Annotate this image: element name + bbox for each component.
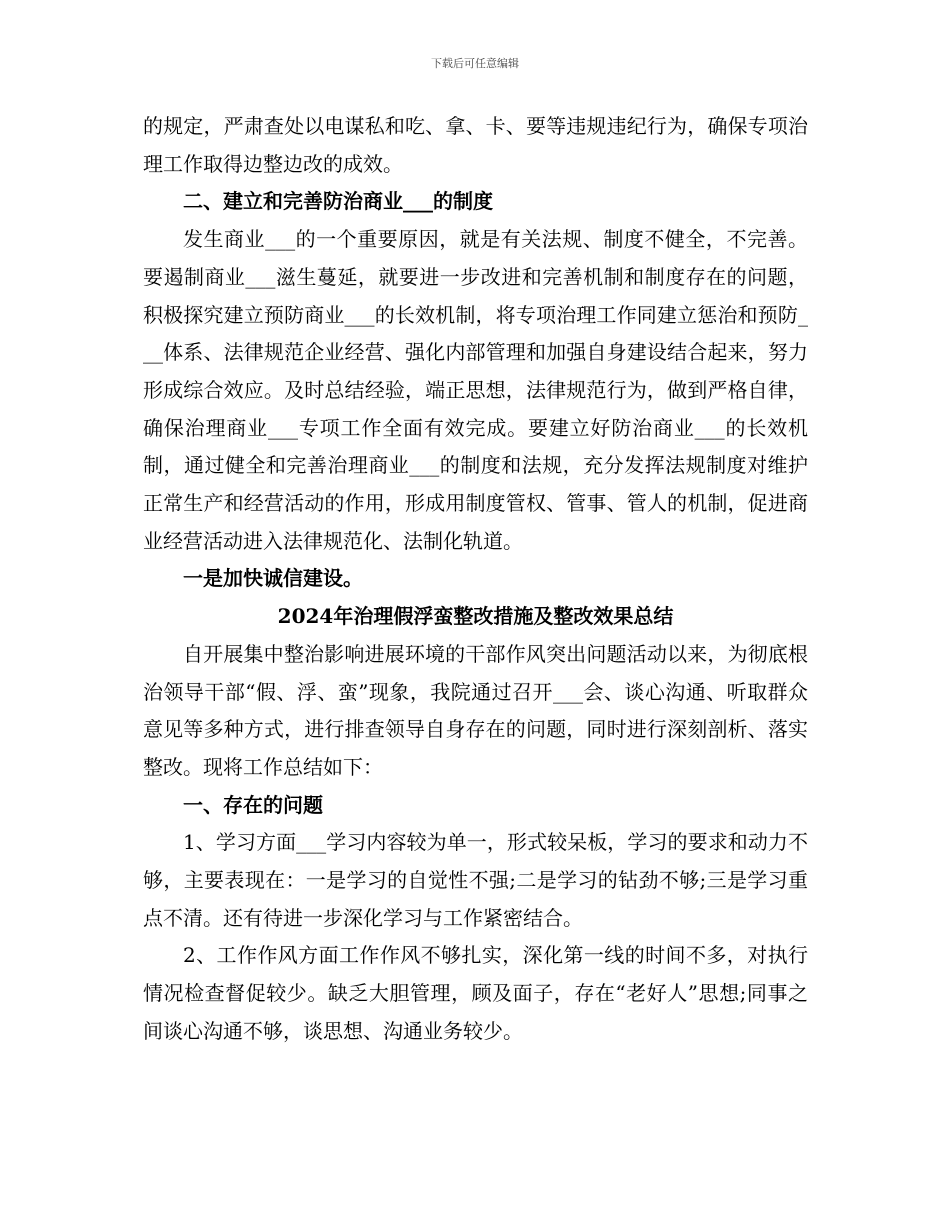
subsection-heading-integrity: 一是加快诚信建设。 <box>183 566 363 591</box>
paragraph-intro: 自开展集中整治影响进展环境的干部作风突出问题活动以来，为彻底根治领导干部“假、浮、蛮”现象，我院通过召开___会、谈心沟通、听取群众意见等多种方式，进行排查领导自身存在的问题，同时进行深刻剖析、落实整改。现将工作总结如下： <box>143 641 808 779</box>
document-body <box>143 108 808 1051</box>
paragraph-continuation: 的规定，严肃查处以电谋私和吃、拿、卡、要等违规违纪行为，确保专项治理工作取得边整边改的成效。 <box>143 114 808 176</box>
paragraph-work-style: 2、工作作风方面工作作风不够扎实，深化第一线的时间不多，对执行情况检查督促较少。缺乏大胆管理，顾及面子，存在“老好人”思想;同事之间谈心沟通不够，谈思想、沟通业务较少。 <box>143 943 808 1043</box>
paragraph-anti-bribery: 发生商业___的一个重要原因，就是有关法规、制度不健全，不完善。要遏制商业___滋生蔓延，就要进一步改进和完善机制和制度存在的问题，积极探究建立预防商业___的长效机制，将专项治理工作同建立惩治和预防___体系、法律规范企业经营、强化内部管理和加强自身建设结合起来，努力形成综合效应。及时总结经验，端正思想，法律规范行为，做到严格自律，确保治理商业___专项工作全面有效完成。要建立好防治商业___的长效机制，通过健全和完善治理商业___的制度和法规，充分发挥法规制度对维护正常生产和经营活动的作用，形成用制度管权、管事、管人的机制，促进商业经营活动进入法律规范化、法制化轨道。 <box>143 227 808 553</box>
download-note: 下载后可任意编辑 <box>431 57 519 70</box>
section-heading-2: 二、建立和完善防治商业___的制度 <box>183 189 493 214</box>
section-heading-problems: 一、存在的问题 <box>183 792 323 817</box>
document-title: 2024年治理假浮蛮整改措施及整改效果总结 <box>277 604 674 629</box>
paragraph-study: 1、学习方面___学习内容较为单一，形式较呆板，学习的要求和动力不够，主要表现在：一是学习的自觉性不强;二是学习的钻劲不够;三是学习重点不清。还有待进一步深化学习与工作紧密结合。 <box>143 830 808 930</box>
